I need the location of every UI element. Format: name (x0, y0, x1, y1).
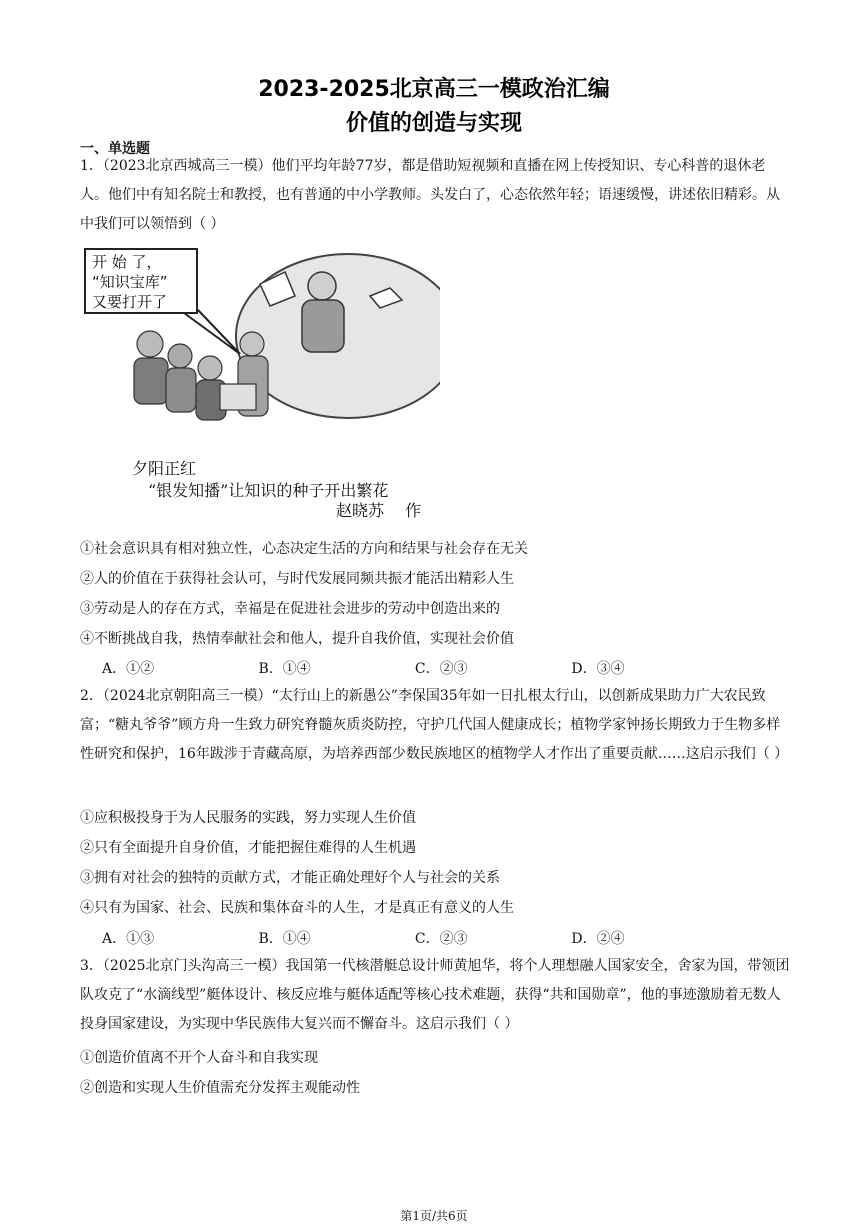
q2-statement-2: ②只有全面提升自身价值，才能把握住难得的人生机遇 (80, 840, 416, 856)
page-title: 2023-2025北京高三一模政治汇编 (258, 77, 610, 102)
page-subtitle: 价值的创造与实现 (345, 111, 522, 136)
q1-option-a[interactable]: A．①② (102, 661, 155, 677)
q3-statement-1: ①创造价值离不开个人奋斗和自我实现 (80, 1050, 318, 1066)
q2-options (102, 928, 723, 948)
question-1-stem: 1．（2023北京西城高三一模）他们平均年龄77岁，都是借助短视频和直播在网上传授知识、专心科普的退休老人。他们中有知名院士和教授，也有普通的中小学教师。头发白了，心态依然年轻；语速缓慢，讲述依旧精彩。从中我们可以领悟到（ ） (80, 158, 780, 232)
teacher-head (308, 272, 336, 300)
q2-statement-3: ③拥有对社会的独特的贡献方式，才能正确处理好个人与社会的关系 (80, 870, 500, 886)
q2-statement-1: ①应积极投身于为人民服务的实践，努力实现人生价值 (80, 810, 416, 826)
q1-option-c[interactable]: C．②③ (414, 661, 468, 677)
bubble-line-2: “知识宝库” (92, 273, 168, 291)
speech-bubble (84, 248, 198, 314)
bubble-line-3: 又要打开了 (92, 293, 168, 311)
q2-option-b[interactable]: B．①④ (258, 931, 311, 947)
q1-option-b[interactable]: B．①④ (258, 661, 311, 677)
cartoon-caption-title: 夕阳正红 (132, 459, 197, 478)
q3-statement-2: ②创造和实现人生价值需充分发挥主观能动性 (80, 1080, 360, 1096)
page-footer: 第1页/共6页 (400, 1209, 468, 1223)
q1-option-d[interactable]: D．③④ (571, 661, 625, 677)
q2-option-d[interactable]: D．②④ (571, 931, 625, 947)
cartoon-caption-author: 赵晓苏 作 (336, 501, 422, 520)
laptop (220, 384, 256, 410)
q2-statement-4: ④只有为国家、社会、民族和集体奋斗的人生，才是真正有意义的人生 (80, 900, 514, 916)
q2-option-a[interactable]: A．①③ (102, 931, 155, 947)
question-3-stem: 3．（2025北京门头沟高三一模）我国第一代核潜艇总设计师黄旭华，将个人理想融人国家安全，舍家为国，带领团队攻克了“水滴线型”艇体设计、核反应堆与艇体适配等核心技术难题，获得“共和国勋章”，他的事迹激励着无数人投身国家建设，为实现中华民族伟大复兴而不懈奋斗。这启示我们（ ） (80, 958, 790, 1032)
q1-statement-1: ①社会意识具有相对独立性，心态决定生活的方向和结果与社会存在无关 (80, 541, 528, 557)
q1-statement-3: ③劳动是人的存在方式，幸福是在促进社会进步的劳动中创造出来的 (80, 601, 500, 617)
q1-statement-4: ④不断挑战自我，热情奉献社会和他人，提升自我价值，实现社会价值 (80, 631, 514, 647)
q1-options (102, 658, 723, 678)
section-heading: 一、单选题 (80, 141, 150, 157)
q2-option-c[interactable]: C．②③ (414, 931, 468, 947)
cartoon-caption-subtitle: “银发知播”让知识的种子开出繁花 (148, 481, 389, 500)
bubble-line-1: 开 始 了， (92, 253, 162, 271)
question-2-stem: 2．（2024北京朝阳高三一模）“太行山上的新愚公”李保国35年如一日扎根太行山，以创新成果助力广大农民致富；“糖丸爷爷”顾方舟一生致力研究脊髓灰质炎防控，守护几代国人健康成长；植物学家钟扬长期致力于生物多样性研究和保护，16年跋涉于青藏高原，为培养西部少数民族地区的植物学人才作出了重要贡献……这启示我们（ ） (80, 688, 789, 762)
q1-statement-2: ②人的价值在于获得社会认可，与时代发展同频共振才能活出精彩人生 (80, 571, 514, 587)
